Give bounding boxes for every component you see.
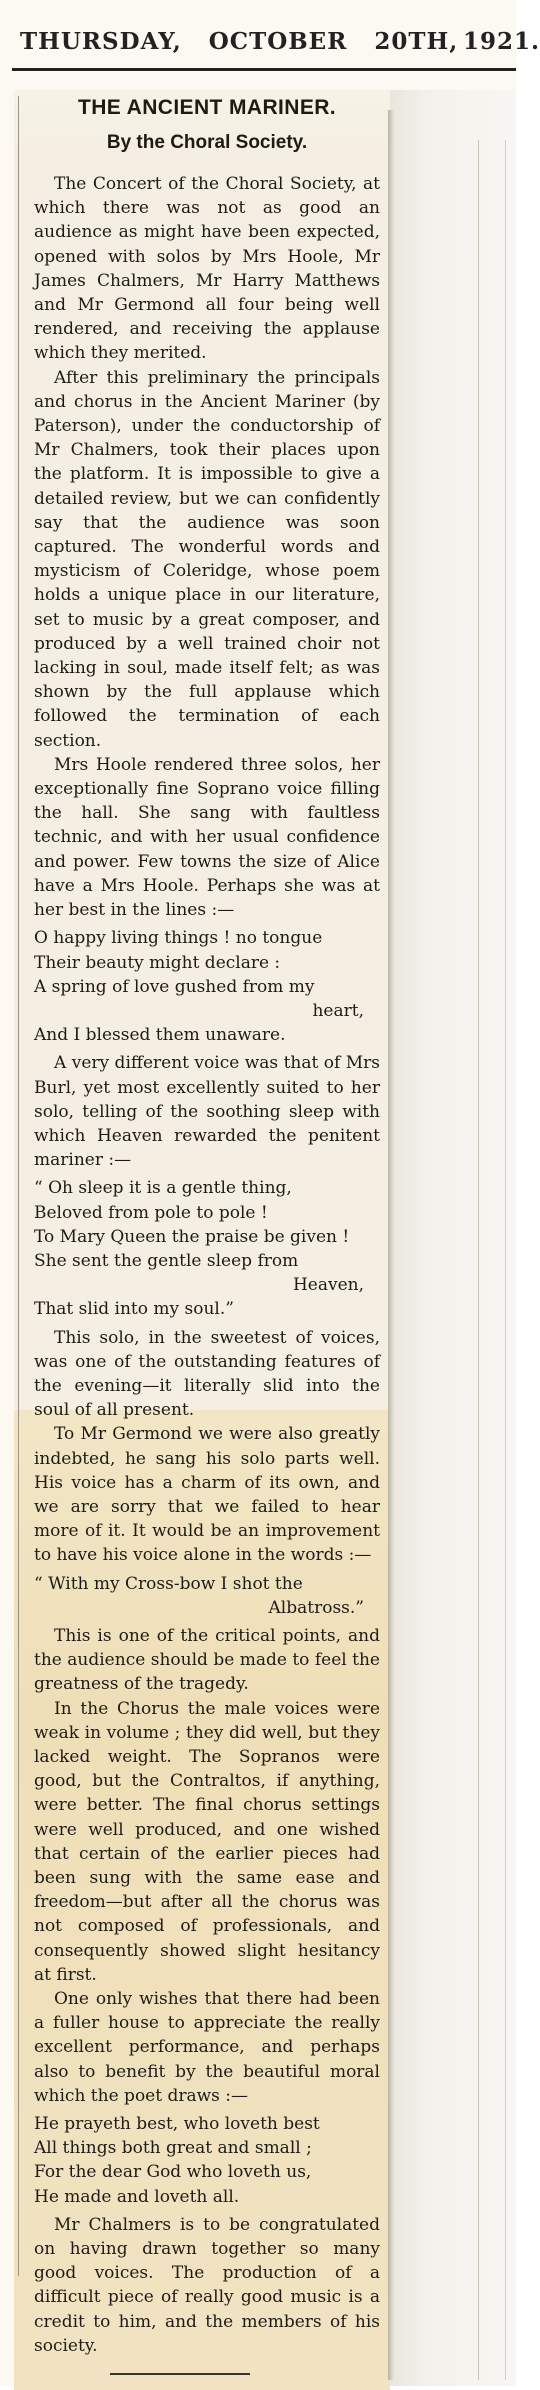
fold-shadow xyxy=(388,110,394,2380)
column-rule xyxy=(505,140,506,2380)
dateline-day: THURSDAY, xyxy=(20,28,182,55)
verse-line: “ With my Cross-bow I shot the xyxy=(34,1573,303,1594)
verse-line: Heaven, xyxy=(292,1275,364,1296)
verse-line: He prayeth best, who loveth best xyxy=(34,2114,320,2135)
verse-line: To Mary Queen the praise be given ! xyxy=(34,1226,350,1247)
verse-block xyxy=(34,926,380,1047)
article-title: THE ANCIENT MARINER. xyxy=(77,96,337,119)
paragraph: A very different voice was that of Mrs Burl, yet most excellently suited to her solo, telling of the soothing sleep with which Heaven rewarded the penitent mariner :— xyxy=(34,1053,380,1171)
header-rule xyxy=(12,68,516,71)
adjacent-page-strip xyxy=(390,90,516,2386)
article-subtitle: By the Choral Society. xyxy=(106,132,308,153)
paragraph: In the Chorus the male voices were weak in volume ; they did well, but they lacked weight. The Sopranos were good, but the Contraltos, if anything, were better. The final chorus settings were well produced, and one wished that certain of the earlier pieces had been sung with the same ease and freedom—but after all the chorus was not composed of professionals, and consequently showed slight hesitancy at first. xyxy=(34,1698,380,1985)
verse-line: And I blessed them unaware. xyxy=(34,1025,286,1046)
verse-line: A spring of love gushed from my xyxy=(34,976,315,997)
end-rule xyxy=(110,2373,250,2375)
paragraph: The Concert of the Choral Society, at which there was not as good an audience as might have been expected, opened with solos by Mrs Hoole, Mr James Chalmers, Mr Harry Matthews and Mr Germond all four being well rendered, and receiving the applause which they merited. xyxy=(34,174,380,364)
verse-line: For the dear God who loveth us, xyxy=(34,2162,312,2183)
paragraph: After this preliminary the principals and chorus in the Ancient Mariner (by Paterson), under the conductorship of Mr Chalmers, took their places upon the platform. It is impossible to give a detailed review, but we can confidently say that the audience was soon captured. The wonderful words and mysticism of Coleridge, whose poem holds a unique place in our literature, set to music by a great composer, and produced by a well trained choir not lacking in soul, made itself felt; as was shown by the full applause which followed the termination of each section. xyxy=(34,367,380,751)
column-rule xyxy=(478,140,479,2380)
paragraph: One only wishes that there had been a fuller house to appreciate the really excellent performance, and perhaps also to benefit by the beautiful moral which the poet draws :— xyxy=(34,1989,380,2106)
verse-line: O happy living things ! no tongue xyxy=(34,928,323,949)
verse-line: He made and loveth all. xyxy=(34,2186,240,2207)
verse-block xyxy=(34,2112,380,2209)
paragraph: This is one of the critical points, and the audience should be made to feel the greatness of the tragedy. xyxy=(34,1625,380,1695)
verse-line: Their beauty might declare : xyxy=(34,952,281,973)
column-rule xyxy=(18,96,19,2276)
dateline-month: OCTOBER xyxy=(208,28,348,55)
verse-block xyxy=(34,1176,380,1321)
paragraph: Mrs Hoole rendered three solos, her exceptionally fine Soprano voice filling the hall. She sang with faultless technic, and with her usual confidence and power. Few towns the size of Alice have a Mrs Hoole. Perhaps she was at her best in the lines :— xyxy=(34,754,380,921)
verse-line: That slid into my soul.” xyxy=(34,1299,234,1320)
dateline-year: 1921. xyxy=(463,28,540,55)
verse-line: “ Oh sleep it is a gentle thing, xyxy=(34,1178,292,1199)
verse-line: She sent the gentle sleep from xyxy=(34,1250,299,1271)
article xyxy=(34,96,380,2358)
verse-line: Albatross.” xyxy=(268,1597,364,1618)
verse-line: heart, xyxy=(312,1000,364,1021)
dateline xyxy=(20,28,540,55)
paragraph: Mr Chalmers is to be congratulated on having drawn together so many good voices. The production of a difficult piece of really good music is a credit to him, and the members of his society. xyxy=(34,2214,380,2356)
verse-block xyxy=(34,1572,380,1620)
verse-line: Beloved from pole to pole ! xyxy=(34,1202,268,1223)
paragraph: This solo, in the sweetest of voices, was one of the outstanding features of the evening—it literally slid into the soul of all present. xyxy=(34,1327,380,1421)
verse-line: All things both great and small ; xyxy=(34,2138,312,2159)
paragraph: To Mr Germond we were also greatly indebted, he sang his solo parts well. His voice has a charm of its own, and we are sorry that we failed to hear more of it. It would be an improvement to have his voice alone in the words :— xyxy=(34,1424,380,1566)
dateline-date: 20TH, xyxy=(374,28,459,55)
